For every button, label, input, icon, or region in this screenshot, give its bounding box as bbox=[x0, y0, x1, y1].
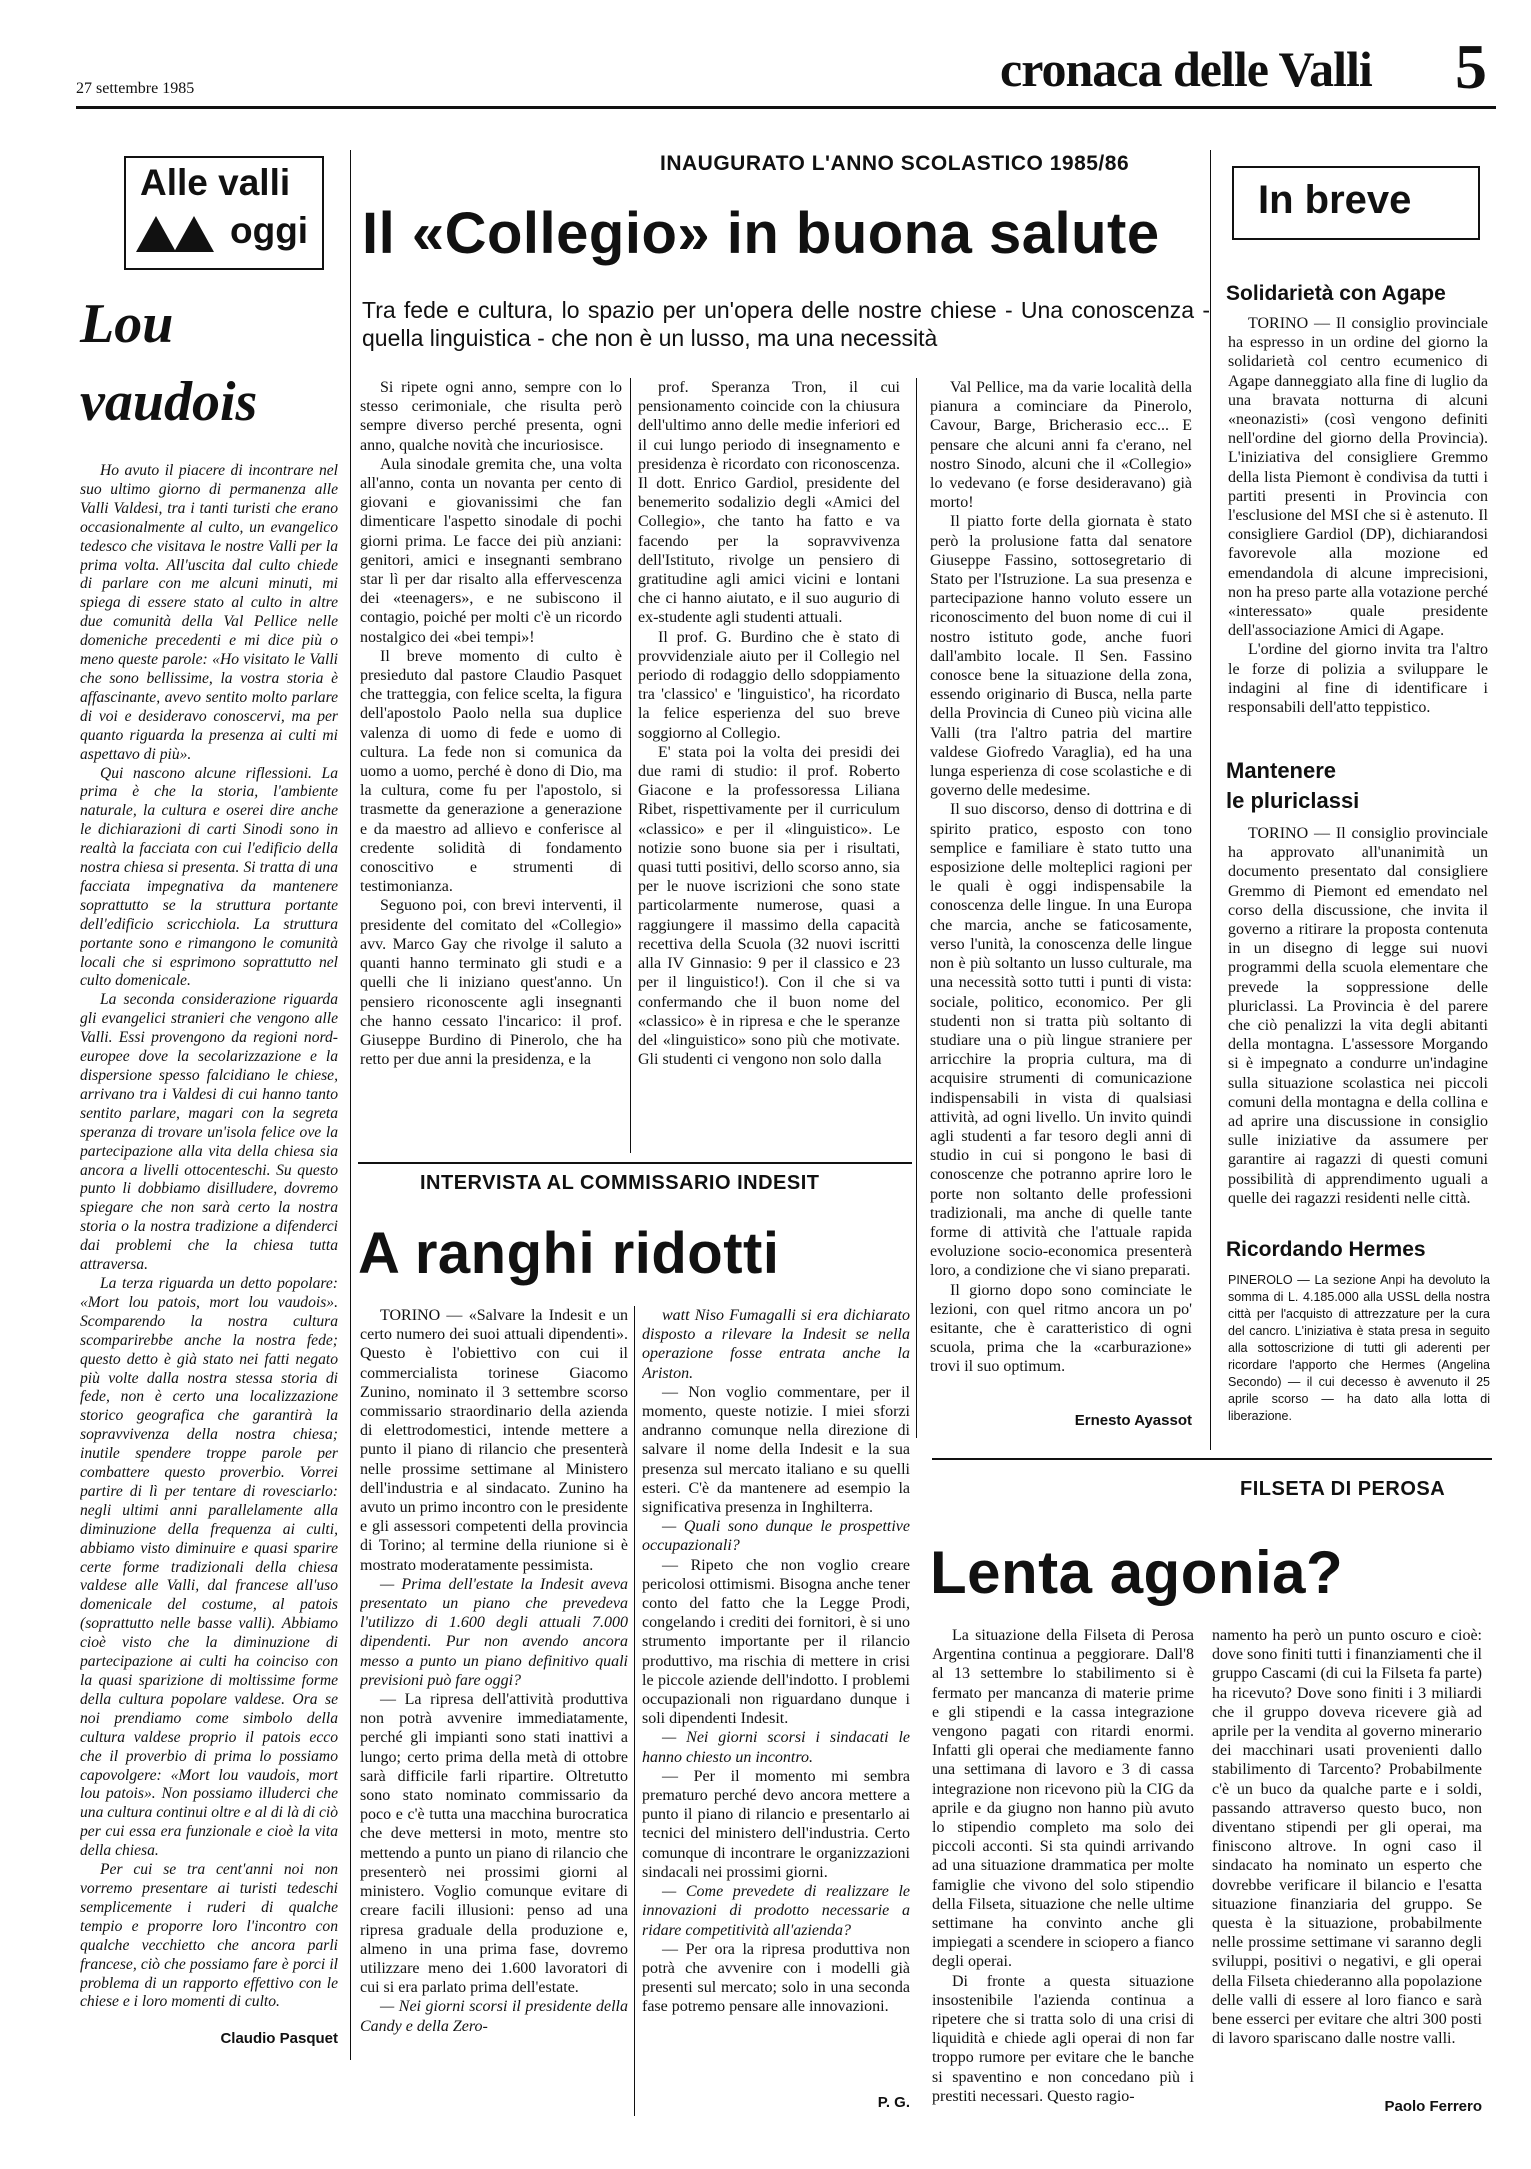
pluriclassi-paragraph: TORINO — Il consiglio provinciale ha approvato all'unanimità un documento presentato dal consigliere Gremmo di Piemont ed emendato nel corso della discussione, che invita il governo a ritirare la proposta contenuta in un disegno di legge sui nuovi programmi della scuola elementare che prevede la soppressione delle pluriclassi. La Provincia è del parere che ciò penalizzi la vita degli abitanti della montagna. L'assessore Morgando si è impegnato a condurre un'indagine sulla situazione scolastica nei piccoli comuni della montagna e della collina e ad aprire una discussione in consiglio sulle iniziative da assumere per garantire ai ragazzi di questi comuni possibilità di apprendimento uguali a quelle dei ragazzi residenti nelle città. bbox=[1228, 825, 1488, 1207]
collegio-kicker: INAUGURATO L'ANNO SCOLASTICO 1985/86 bbox=[660, 152, 1130, 175]
left-column-divider bbox=[350, 150, 351, 2060]
indesit-paragraph: — La ripresa dell'attività produttiva non potrà avvenire immediatamente, perché gli impianti sono stati inattivi a lungo; certo prima della metà di ottobre sarà difficile farli ripartire. Oltretutto sono stato nominato commissario da poco e c'è tutta una macchina burocratica che deve mettersi in moto, mentre sto mettendo a punto un piano di rilancio che presenterò nei prossimi giorni al ministero. Voglio comunque evitare di creare facili illusioni: penso ad una ripresa graduale della produzione e, almeno in una prima fase, dovremo utilizzare meno dei 1.600 lavoratori di cui si era parlato prima dell'estate. bbox=[360, 1691, 628, 1997]
collegio-paragraph: Il prof. G. Burdino che è stato di provvidenziale aiuto per il Collegio nel periodo di rodaggio dello sdoppiamento tra 'classico' e 'linguistico', ha ricordato la felice esperienza del suo breve soggiorno al Collegio. bbox=[638, 628, 900, 742]
filseta-kicker: FILSETA DI PEROSA bbox=[1240, 1478, 1446, 1500]
agape-body bbox=[1228, 314, 1488, 717]
lou-vaudois-body bbox=[80, 462, 338, 2032]
collegio-paragraph: Val Pellice, ma da varie località della pianura a cominciare da Pinerolo, Cavour, Barge, Bricherasio ecc... E pensare che alcuni anni fa c'erano, nel nostro Sinodo, alcuni che il «Collegio» lo vedevano (e forse desideravano) già morto! bbox=[930, 379, 1192, 512]
lou-vaudois-byline: Claudio Pasquet bbox=[220, 2030, 338, 2047]
indesit-col1 bbox=[360, 1306, 628, 2106]
pluriclassi-title-1: Mantenere bbox=[1226, 758, 1337, 783]
filseta-top-rule bbox=[932, 1458, 1492, 1460]
hermes-body: PINEROLO — La sezione Anpi ha devoluto la somma di L. 4.185.000 alla USSL della nostra città per l'acquisto di attrezzature per la cura del cancro. L'iniziativa è stata presa in seguito alla sottoscrizione di tutti gli aderenti per ricordare l'apporto che Hermes (Angelina Secondo) — il cui decesso è avvenuto il 25 aprile scorso — ha dato alla lotta di liberazione. bbox=[1228, 1273, 1490, 1423]
filseta-col2 bbox=[1212, 1626, 1482, 2096]
collegio-paragraph: E' stata poi la volta dei presidi dei due rami di studio: il prof. Roberto Giacone e la professoressa Liliana Ribet, rispettivamente per il curriculum «classico» e per il «linguistico». Le notizie sono buone sia per i risultati, quasi tutti positivi, dello scorso anno, sia per le nuove iscrizioni che sono state particolarmente numerose, quasi a raggiungere il massimo della capacità recettiva della Scuola (32 nuovi iscritti alla IV Ginnasio: 9 per il classico e 23 per il linguistico!). Con il che si va confermando che il buon nome del «classico» è in ripresa e che le speranze del «linguistico» sono più che motivate. Gli studenti ci vengono non solo dalla bbox=[638, 743, 900, 1069]
indesit-question: watt Niso Fumagalli si era dichiarato disposto a rilevare la Indesit se nella operazione fosse entrata anche la Ariston. bbox=[642, 1307, 910, 1382]
indesit-question: — Come prevedete di realizzare le innovazioni di prodotto necessarie a ridare competitività all'azienda? bbox=[642, 1883, 910, 1939]
filseta-byline: Paolo Ferrero bbox=[1384, 2098, 1482, 2115]
collegio-col2 bbox=[638, 378, 900, 1158]
pluriclassi-title-2: le pluriclassi bbox=[1226, 788, 1360, 813]
collegio-col3 bbox=[930, 378, 1192, 1378]
collegio-paragraph: Seguono poi, con brevi interventi, il presidente del comitato del «Collegio» avv. Marco Gay che rivolge il saluto a quanti hanno terminato gli studi e a quelli che li iniziano quest'anno. Un pensiero riconoscente agli insegnanti che hanno cessato l'incarico: il prof. Giuseppe Burdino di Pinerolo, che ha retto per due anni la presidenza, e la bbox=[360, 897, 622, 1069]
indesit-question: — Nei giorni scorsi i sindacati le hanno chiesto un incontro. bbox=[642, 1729, 910, 1766]
collegio-paragraph: Il piatto forte della giornata è stato però la prolusione fatta dal senatore Giuseppe Fassino, sottosegretario di Stato per l'Istruzione. La sua presenza e partecipazione hanno voluto essere un riconoscimento del buon nome di cui il nostro istituto gode, anche fuori dall'ambito locale. Il Sen. Fassino conosce bene la situazione della zona, essendo originario di Busca, nella parte della Provincia di Cuneo più vicina alle Valli (tra l'altro patria del martire valdese Giofredo Varaglia), ed ha una lunga esperienza di cose scolastiche e di governo delle medesime. bbox=[930, 513, 1192, 800]
section-title: cronaca delle Valli bbox=[1000, 41, 1372, 97]
indesit-paragraph: TORINO — «Salvare la Indesit e un certo numero dei suoi attuali dipendenti». Questo è l'obiettivo con cui il commercialista torinese Giacomo Zunino, nominato il 3 settembre scorso commissario straordinario della azienda di elettrodomestici, intende mettere a punto il piano di rilancio che presenterà nelle prossime settimane al Ministero dell'industria e al sindacato. Zunino ha avuto un primo incontro con le presidente e gli assessori competenti della provincia di Torino; al termine della riunione si è mostrato moderatamente pessimista. bbox=[360, 1307, 628, 1574]
column-logo-box bbox=[124, 156, 324, 270]
indesit-col-divider bbox=[634, 1306, 635, 2116]
lou-vaudois-paragraph: La terza riguarda un detto popolare: «Mort lou patois, mort lou vaudois». Scomparendo la nostra cultura scomparirebbe anche la nostra fede; questo detto è già stato nei fatti negato più volte dalla nostra stessa storia di fede, non è certo una localizzazione storico geografica che garantirà la sopravvivenza della nostra chiesa; inutile spendere troppe parole per combattere questo proverbio. Vorrei partire di lì per tentare di rovesciarlo: negli ultimi anni parallelamente alla diminuzione della frequenza ai culti, abbiamo visto diminuire e quasi sparire certe forme tradizionali della chiesa valdese alle Valli, dal francese all'uso domenicale del costume, al patois (soprattutto nelle basse valli). Abbiamo cioè visto che la diminuzione di partecipazione ai culti ha coinciso con la quasi sparizione di moltissime forme della cultura popolare valdese. Ora se noi prendiamo come simbolo della cultura valdese proprio il patois ecco che il proverbio di prima lo possiamo capovolgere: «Mort lou vaudois, mort lou patois». Non possiamo illuderci che una cultura continui oltre e al di là di ciò per cui essa era funzionale e cioè la vita della chiesa. bbox=[80, 1274, 338, 1860]
column-logo-line1: Alle valli bbox=[140, 162, 291, 203]
indesit-question: — Prima dell'estate la Indesit aveva presentato un piano che prevedeva l'utilizzo di 1.600 degli attuali 7.000 dipendenti. Pur non avendo ancora messo a punto un piano definitivo quali previsioni può fare oggi? bbox=[360, 1575, 628, 1689]
masthead-rule bbox=[76, 106, 1496, 109]
filseta-headline: Lenta agonia? bbox=[930, 1539, 1344, 1606]
collegio-paragraph: prof. Speranza Tron, il cui pensionamento coincide con la chiusura dell'ultimo anno delle medie inferiori ed il cui lungo periodo di insegnamento e presidenza è ricordato con riconoscenza. Il dott. Enrico Gardiol, presidente del benemerito sodalizio degli «Amici del Collegio», che tanto ha fatto e va facendo per la sopravvivenza dell'Istituto, rivolge un pensiero di gratitudine agli amici vicini e lontani che ci hanno aiutato, e il suo augurio di ex-studente agli studenti attuali. bbox=[638, 379, 900, 627]
indesit-question: — Nei giorni scorsi il presidente della Candy e della Zero- bbox=[360, 1998, 628, 2035]
hermes-title: Ricordando Hermes bbox=[1226, 1238, 1426, 1261]
column-logo-line2: oggi bbox=[230, 210, 309, 251]
lou-vaudois-paragraph: Ho avuto il piacere di incontrare nel suo ultimo giorno di permanenza alle Valli Valdesi, tra i tanti turisti che erano occasionalmente al culto, un evangelico tedesco che visitava le nostre Valli per la prima volta. All'uscita dal culto chiede di parlare con me alcuni minuti, mi spiega di essere stato al culto in altre due comunità della Val Pellice nelle domeniche precedenti e mi dice più o meno queste parole: «Ho visitato le Valli che sono bellissime, la vostra storia è affascinante, avevo sentito molto parlare di voi e desideravo conoscervi, ma per quanto riguarda la presenza ai culti mi aspettavo di più». bbox=[80, 462, 338, 763]
collegio-paragraph: Si ripete ogni anno, sempre con lo stesso cerimoniale, che risulta però sempre diverso perché presenta, ogni anno, qualche novità che incuriosisce. bbox=[360, 379, 622, 454]
right-column-divider bbox=[1210, 150, 1211, 1450]
filseta-paragraph: namento ha però un punto oscuro e cioè: dove sono finiti tutti i finanziamenti che il gruppo Cascami (di cui la Filseta fa parte) ha ricevuto? Dove sono finiti i 3 miliardi che il gruppo doveva ricevere già ad aprile per la vendita al governo minerario dei macchinari usati provenienti dallo stabilimento di Tarcento? Probabilmente c'è un buco da qualche parte e i soldi, passando attraverso questo buco, non diventano stipendi per gli operai, ma finiscono altrove. In ogni caso il sindacato ha nominato un esperto che dovrebbe verificare il bilancio e l'esatta situazione finanziaria del gruppo. Se questa è la situazione, probabilmente nelle prossime settimane vi saranno degli sviluppi, positivi o negativi, e gli operai della Filseta chiederanno alla popolazione delle valli di essere al loro fianco e sarà bene esserci per evitare che altri 300 posti di lavoro spariscano dalle nostre valli. bbox=[1212, 1627, 1482, 2048]
collegio-paragraph: Aula sinodale gremita che, una volta all'anno, conta un novanta per cento di giovani e giovanissimi che fan dimenticare l'aspetto sinodale di pochi giorni prima. Le facce dei più anziani: genitori, amici e insegnanti sembrano star lì per dar risalto alla effervescenza dei «teenagers», e ne subiscono il contagio, poiché per molti c'è un ricordo nostalgico dei «bei tempi»! bbox=[360, 455, 622, 646]
indesit-headline: A ranghi ridotti bbox=[358, 1221, 780, 1286]
lou-vaudois-paragraph: La seconda considerazione riguarda gli evangelici stranieri che vengono alle Valli. Essi provengono da regioni nord-europee dove la secolarizzazione e la dispersione spesso falcidiano le chiese, arrivano tra i Valdesi di cui hanno tanto sentito parlare, magari con la segreta speranza di trovare un'isola felice ove la partecipazione alla vita della chiesa sia ancora a livelli ottocenteschi. Su questo punto li dobbiamo disilludere, dovremo spiegare che non sarà certo la nostra storia o la nostra tradizione a difenderci dai problemi che la chiesa tutta attraversa. bbox=[80, 991, 338, 1274]
collegio-paragraph: Il suo discorso, denso di dottrina e di spirito pratico, esposto con tono semplice e familiare è stato tutto una esposizione delle molteplici ragioni per le quali è oggi indispensabile la conoscenza delle lingue. In una Europa che marcia, anche se faticosamente, verso l'unità, la conoscenza delle lingue non è più soltanto un lusso culturale, ma una necessità sotto tutti i punti di vista: sociale, politico, economico. Per gli studenti non si tratta più soltanto di studiare una o più lingue straniere per arricchire la propria cultura, ma di acquisire strumenti di comunicazione indispensabili in vista di qualsiasi attività, ad ogni livello. Un invito quindi agli studenti a far tesoro degli anni di studio in cui si pongono le basi di conoscenze che potranno aprire loro le porte non soltanto delle professioni tradizionali, ma anche di quelle tante forme di attività che l'attuale rapida evoluzione socio-economica presenterà loro, a condizione che vi siano preparati. bbox=[930, 801, 1192, 1280]
agape-paragraph: TORINO — Il consiglio provinciale ha espresso in un ordine del giorno la solidarietà col centro ecumenico di Agape danneggiato alla fine di luglio da una bravata notturna di alcuni «neonazisti» (così vengono definiti nell'ordine del giorno della Provincia). L'iniziativa del consigliere Gremmo della lista Piemont è condivisa da tutti i partiti presenti in Provincia con l'esclusione del MSI che si è astenuto. Il consigliere Gardiol (DP), dichiarandosi favorevole alla mozione ed emendandola di alcune imprecisioni, non ha preso parte alla votazione perché «interessato» quale presidente dell'associazione Amici di Agape. bbox=[1228, 315, 1488, 640]
agape-title: Solidarietà con Agape bbox=[1226, 282, 1446, 305]
collegio-subhead: Tra fede e cultura, lo spazio per un'opera delle nostre chiese - Una conoscenza - quella linguistica - che non è un lusso, ma una necessità bbox=[362, 297, 1210, 351]
lou-vaudois-paragraph: Per cui se tra cent'anni noi non vorremo presentare ai turisti tedeschi semplicemente i ruderi di qualche tempio e proporre loro l'incontro con qualche vecchietto che ancora parli francese, ciò che possiamo fare è porci il problema di un rapporto effettivo con le chiese e i loro momenti di culto. bbox=[80, 1861, 338, 2011]
page-number: 5 bbox=[1455, 31, 1487, 102]
filseta-paragraph: Di fronte a questa situazione insostenibile l'azienda continua a ripetere che si tratta solo di una crisi di liquidità e chiede agli operai di non far troppo rumore per evitare che le banche si spaventino e non concedano più i prestiti necessari. Questo ragio- bbox=[932, 1972, 1194, 2105]
indesit-paragraph: — Per ora la ripresa produttiva non potrà che avvenire con i modelli già presenti sul mercato; solo in una seconda fase potremo pensare alle innovazioni. bbox=[642, 1940, 910, 2016]
collegio-headline: Il «Collegio» in buona salute bbox=[362, 201, 1160, 266]
collegio-col-divider-2 bbox=[916, 378, 917, 1438]
in-breve-label: In breve bbox=[1258, 178, 1412, 222]
lou-vaudois-title-1: Lou bbox=[80, 293, 174, 355]
filseta-col1 bbox=[932, 1626, 1194, 2126]
indesit-paragraph: — Non voglio commentare, per il momento, queste notizie. I miei sforzi andranno comunque nella direzione di salvare il nome della Indesit e la sua presenza sul mercato italiano e su quelli esteri. C'è da mantenere ad esempio la significativa presenza in Inghilterra. bbox=[642, 1383, 910, 1517]
agape-paragraph: L'ordine del giorno invita tra l'altro le forze di polizia a sviluppare le indagini al fine di identificare i responsabili dell'atto teppistico. bbox=[1228, 641, 1488, 717]
indesit-paragraph: — Ripeto che non voglio creare pericolosi ottimismi. Bisogna anche tener conto del fatto che la Legge Prodi, congelando i crediti dei fornitori, è si uno strumento importante per il rilancio produttivo, ma rischia di mettere in crisi le piccole aziende dell'indotto. I problemi occupazionali non riguardano dunque i soli dipendenti Indesit. bbox=[642, 1556, 910, 1728]
pluriclassi-body bbox=[1228, 824, 1488, 1208]
indesit-paragraph: — Per il momento mi sembra prematuro perché devo ancora mettere a punto il piano di rilancio e presentarlo ai tecnici del ministero dell'industria. Certo comunque di incontrare le organizzazioni sindacali nei prossimi giorni. bbox=[642, 1767, 910, 1881]
indesit-kicker: INTERVISTA AL COMMISSARIO INDESIT bbox=[420, 1172, 820, 1194]
collegio-col1 bbox=[360, 378, 622, 1158]
indesit-byline: P. G. bbox=[877, 2094, 910, 2111]
collegio-paragraph: Il giorno dopo sono cominciate le lezioni, con quel ritmo ancora un po' esitante, che è caratteristico di ogni scuola, prima che la «carburazione» trovi il suo optimum. bbox=[930, 1281, 1192, 1376]
lou-vaudois-title-2: vaudois bbox=[80, 371, 258, 433]
filseta-paragraph: La situazione della Filseta di Perosa Argentina continua a peggiorare. Dall'8 al 13 settembre lo stabilimento si è fermato per mancanza di materie prime e gli stipendi e la cassa integrazione vengono pagati con ritardi enormi. Infatti gli operai che mediamente fanno una settimana di lavoro e 3 di cassa integrazione non ricevono più la CIG da aprile e da giugno non hanno più avuto lo stipendio completo ma solo dei piccoli acconti. Si sta quindi arrivando ad una situazione drammatica per molte famiglie che vivono del solo stipendio della Filseta, situazione che nelle ultime settimane ha convinto anche gli impiegati a scendere in sciopero a fianco degli operai. bbox=[932, 1627, 1194, 1971]
collegio-paragraph: Il breve momento di culto è presieduto dal pastore Claudio Pasquet che tratteggia, con felice scelta, la figura dell'apostolo Paolo nella sua duplice valenza di uomo di fede e uomo di cultura. La fede non si comunica da uomo a uomo, perché è dono di Dio, ma la cultura, come fu per l'apostolo, si trasmette da generazione a generazione e da maestro ad allievo e conferisce al credente solidità di fondamento conoscitivo e strumenti di testimonianza. bbox=[360, 647, 622, 896]
mountains-icon bbox=[136, 212, 218, 252]
in-breve-box bbox=[1232, 166, 1480, 240]
indesit-col2 bbox=[642, 1306, 910, 2086]
indesit-question: — Quali sono dunque le prospettive occupazionali? bbox=[642, 1518, 910, 1555]
lou-vaudois-paragraph: Qui nascono alcune riflessioni. La prima è che la storia, l'ambiente naturale, la cultura e oserei dire anche le dichiarazioni di carti Sinodi sono in realtà la facciata con cui l'edificio della nostra chiesa si presenta. Si tratta di una facciata impegnativa da mantenere soprattutto se la struttura portante dell'edificio scricchiola. La struttura portante sono e rimangono le comunità locali che si esprimono soprattutto nel culto domenicale. bbox=[80, 764, 338, 990]
issue-date: 27 settembre 1985 bbox=[76, 80, 195, 97]
indesit-top-rule bbox=[358, 1162, 912, 1164]
collegio-col-divider-1 bbox=[630, 378, 631, 1153]
collegio-byline: Ernesto Ayassot bbox=[1074, 1412, 1192, 1429]
